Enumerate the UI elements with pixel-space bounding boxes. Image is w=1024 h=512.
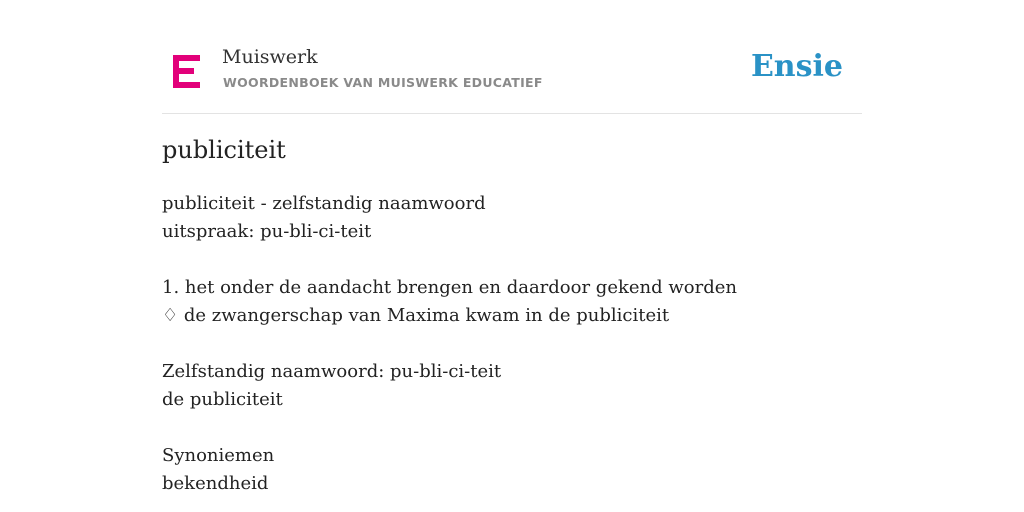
entry-line-definition: 1. het onder de aandacht brengen en daardoor gekend worden (162, 277, 737, 298)
entry-line-spacer (162, 246, 862, 274)
entry-line-spacer (162, 330, 862, 358)
entry-line-word-class: publiciteit - zelfstandig naamwoord (162, 193, 486, 214)
entry-line-hyphenation: Zelfstandig naamwoord: pu-bli-ci-teit (162, 361, 502, 382)
source-subtitle: WOORDENBOEK VAN MUISWERK EDUCATIEF (223, 75, 543, 90)
ensie-brand-logo[interactable]: Ensie (750, 49, 843, 84)
logo-bar-bottom (173, 82, 200, 88)
logo-bar-top (173, 55, 200, 61)
logo-bar-middle (173, 68, 194, 74)
entry-line-article: de publiciteit (162, 389, 283, 410)
muiswerk-logo-icon[interactable] (173, 55, 200, 88)
entry-title: publiciteit (162, 136, 286, 164)
entry-line-example: ♢ de zwangerschap van Maxima kwam in de publiciteit (162, 305, 670, 326)
source-name-link[interactable]: Muiswerk (222, 46, 318, 68)
synonym-link[interactable]: bekendheid (162, 473, 269, 494)
entry-body (162, 190, 862, 498)
entry-line-pronunciation: uitspraak: pu-bli-ci-teit (162, 221, 372, 242)
site-header (162, 0, 862, 114)
entry-line-spacer (162, 414, 862, 442)
synonyms-heading: Synoniemen (162, 445, 275, 466)
